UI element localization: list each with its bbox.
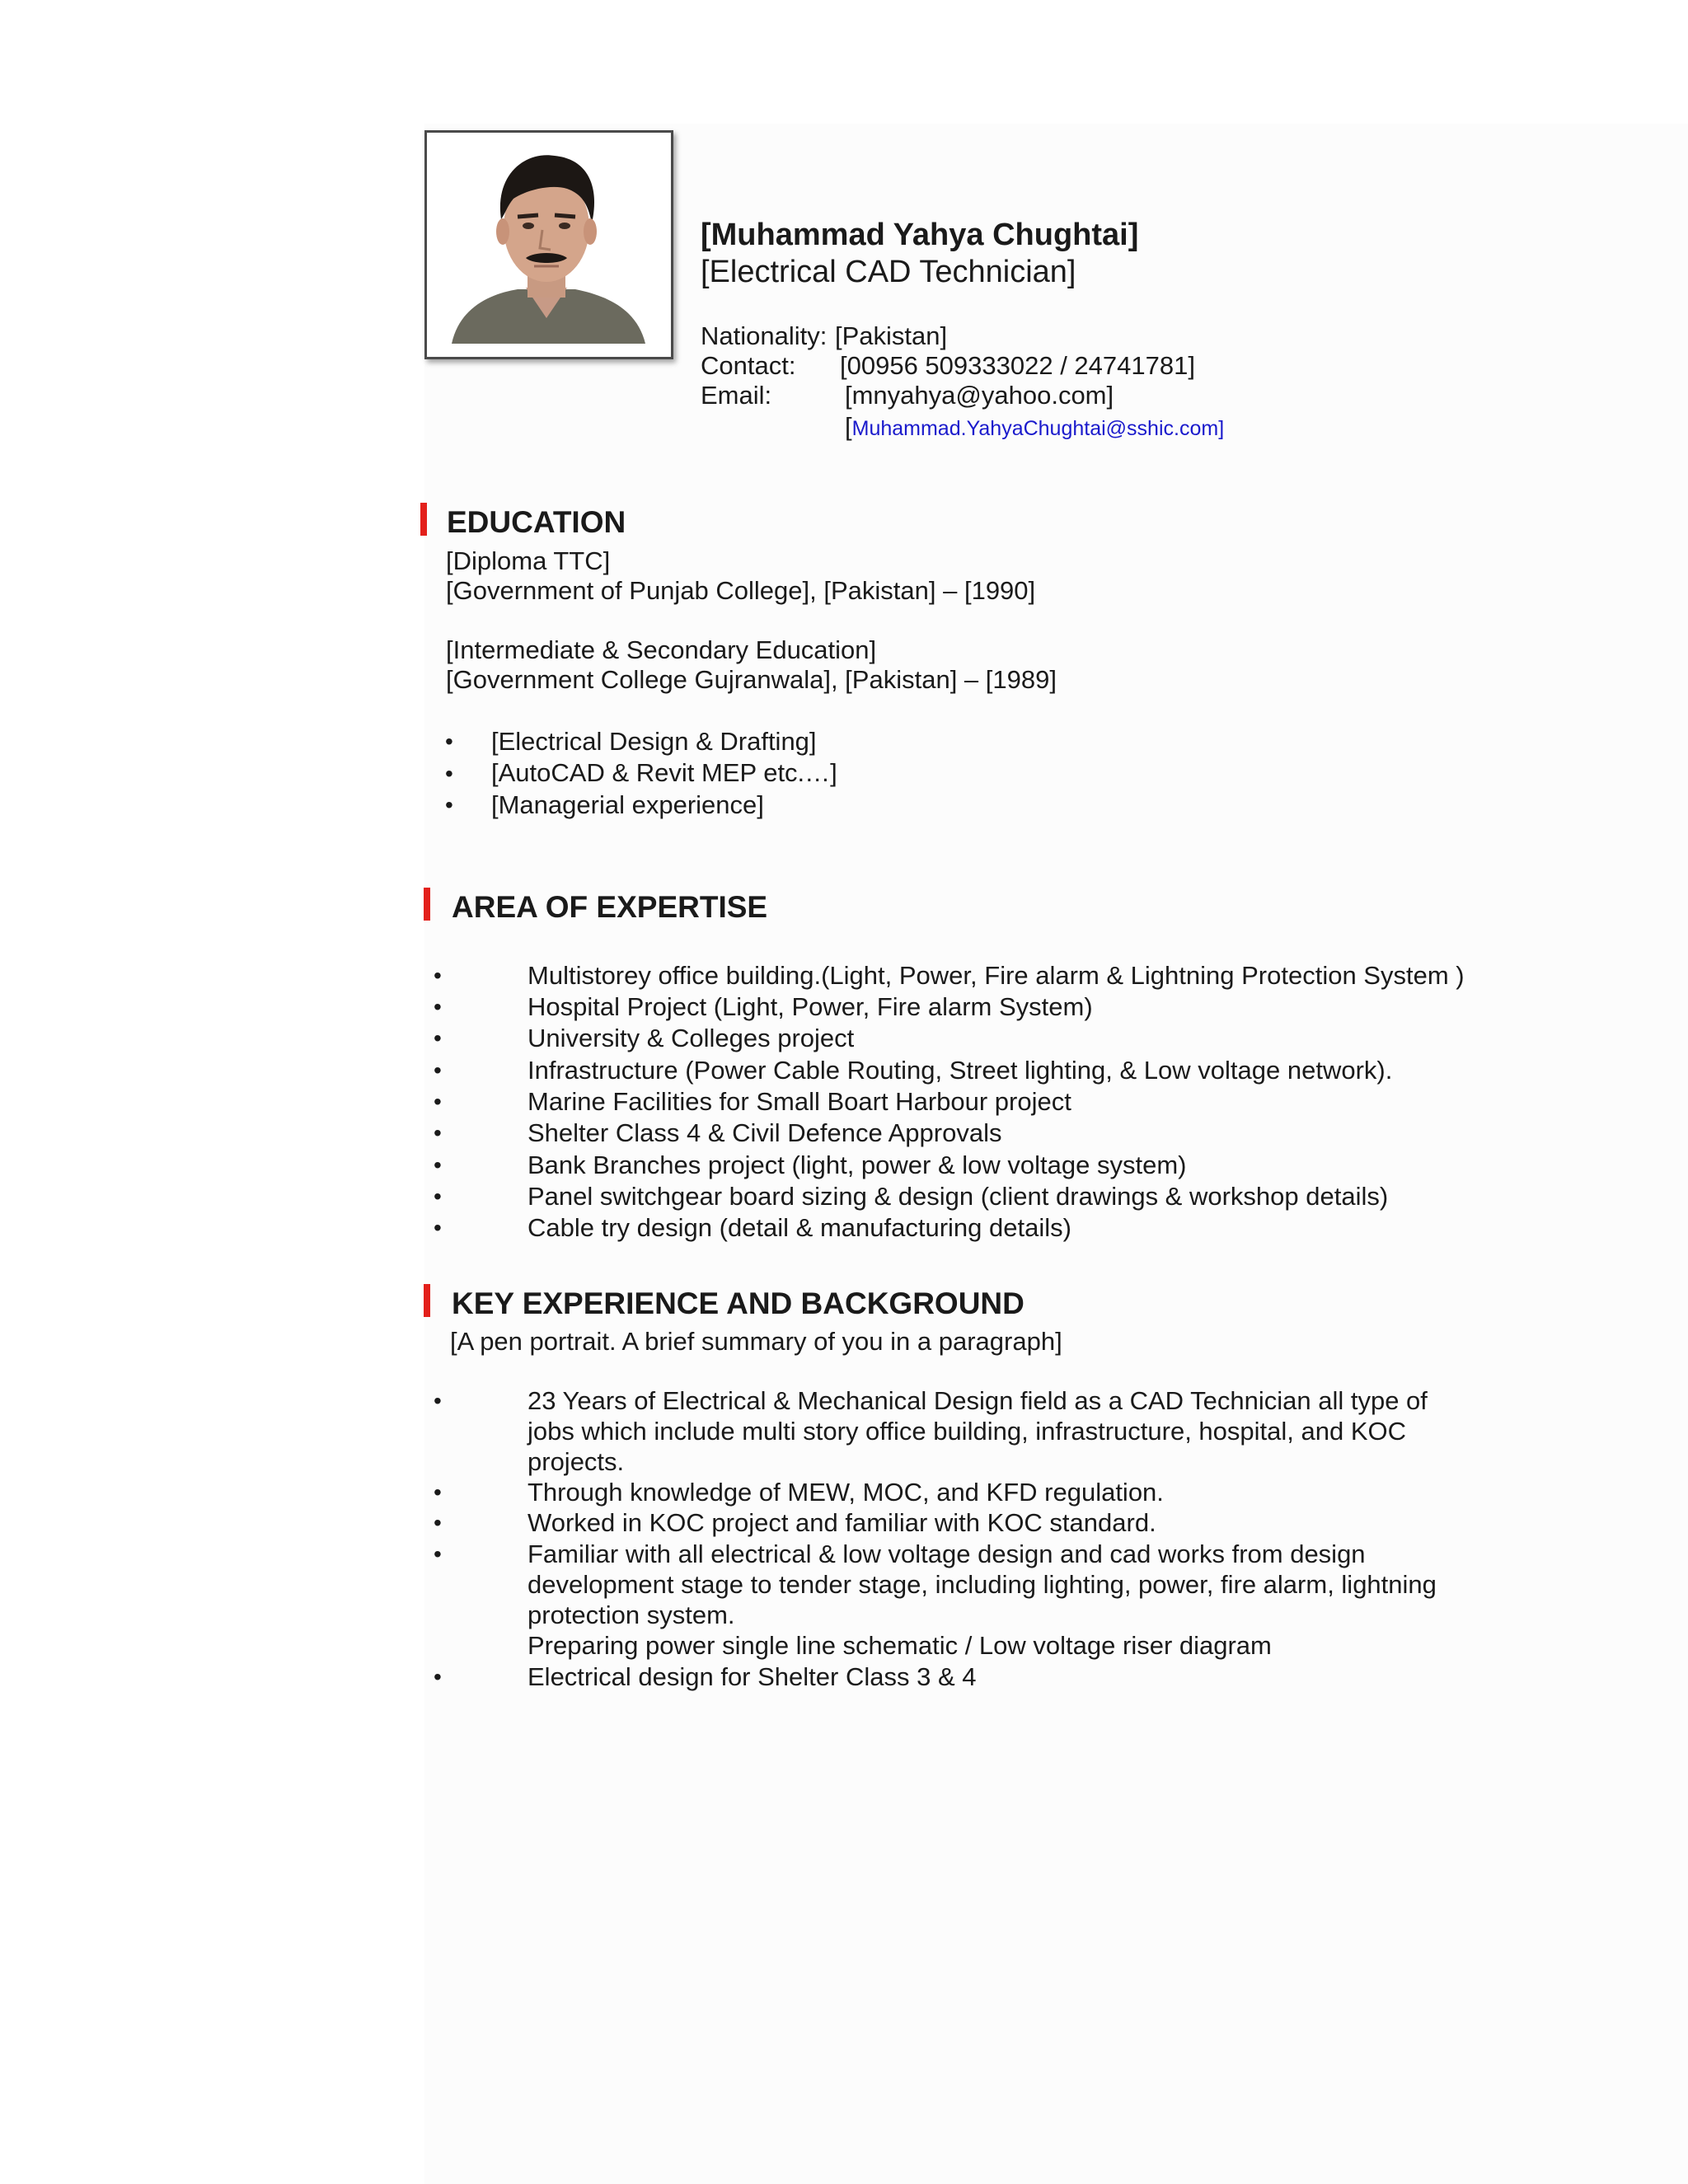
experience-item-line: development stage to tender stage, including lighting, power, fire alarm, lightning: [528, 1570, 1437, 1599]
experience-item-line: 23 Years of Electrical & Mechanical Design field as a CAD Technician all type of: [528, 1386, 1428, 1415]
bullet-marker: •: [445, 792, 453, 818]
expertise-item: Panel switchgear board sizing & design (client drawings & workshop details): [528, 1182, 1389, 1211]
experience-accent-bar: [424, 1284, 430, 1317]
bullet-marker: •: [434, 1541, 442, 1567]
expertise-item: Hospital Project (Light, Power, Fire alarm System): [528, 992, 1093, 1021]
expertise-item: Marine Facilities for Small Boart Harbour project: [528, 1087, 1071, 1116]
experience-item: Through knowledge of MEW, MOC, and KFD regulation.: [528, 1478, 1164, 1507]
experience-heading: KEY EXPERIENCE AND BACKGROUND: [452, 1286, 1025, 1320]
experience-item-line: Preparing power single line schematic / Low voltage riser diagram: [528, 1631, 1272, 1660]
bullet-marker: •: [434, 1120, 442, 1146]
bullet-marker: •: [434, 1025, 442, 1051]
contact-value: [00956 509333022 / 24741781]: [840, 351, 1195, 380]
expertise-item: Multistorey office building.(Light, Power, Fire alarm & Lightning Protection System ): [528, 961, 1465, 990]
contact-row: [701, 351, 1195, 381]
experience-item-line: projects.: [528, 1447, 625, 1476]
expertise-heading: AREA OF EXPERTISE: [452, 890, 768, 924]
bullet-marker: •: [434, 1664, 442, 1690]
header: [701, 216, 1138, 290]
email2-row: [701, 410, 1225, 441]
bullet-marker: •: [445, 761, 453, 786]
email2-wrapper: [845, 412, 1224, 443]
bullet-marker: •: [434, 963, 442, 988]
nationality-label: Nationality:: [701, 321, 828, 350]
education-institution: [Government of Punjab College], [Pakistan] – [1990]: [446, 576, 1036, 605]
education-heading: EDUCATION: [447, 505, 626, 539]
skill-item: [Electrical Design & Drafting]: [491, 727, 817, 756]
education-institution: [Government College Gujranwala], [Pakistan] – [1989]: [446, 665, 1057, 694]
nationality-row: [701, 321, 948, 351]
expertise-accent-bar: [424, 888, 430, 921]
experience-item-line: protection system.: [528, 1601, 735, 1629]
experience-summary: [A pen portrait. A brief summary of you in a paragraph]: [450, 1327, 1062, 1356]
email-row: [701, 381, 1114, 410]
expertise-item: Shelter Class 4 & Civil Defence Approvals: [528, 1118, 1002, 1147]
bullet-marker: •: [434, 994, 442, 1019]
bullet-marker: •: [434, 1152, 442, 1178]
experience-item-line: jobs which include multi story office building, infrastructure, hospital, and KOC: [528, 1417, 1407, 1446]
email-value[interactable]: [mnyahya@yahoo.com]: [845, 381, 1114, 410]
email2-close-bracket: ]: [1218, 417, 1225, 440]
bullet-marker: •: [434, 1057, 442, 1083]
experience-item: Worked in KOC project and familiar with KOC standard.: [528, 1508, 1156, 1537]
profile-portrait-image: [435, 141, 663, 349]
email2-open-bracket: [: [845, 412, 852, 441]
contact-info: [701, 321, 1225, 441]
expertise-item: Bank Branches project (light, power & low voltage system): [528, 1151, 1187, 1179]
expertise-item: Cable try design (detail & manufacturing details): [528, 1213, 1071, 1242]
contact-label: Contact:: [701, 351, 796, 380]
bullet-marker: •: [434, 1215, 442, 1240]
skill-item: [Managerial experience]: [491, 790, 764, 819]
skill-item: [AutoCAD & Revit MEP etc.…]: [491, 758, 837, 787]
education-qualification: [Intermediate & Secondary Education]: [446, 635, 877, 664]
bullet-marker: •: [434, 1510, 442, 1535]
email-label: Email:: [701, 381, 772, 410]
candidate-name: [Muhammad Yahya Chughtai]: [701, 218, 1139, 252]
bullet-marker: •: [434, 1388, 442, 1413]
bullet-marker: •: [434, 1183, 442, 1209]
bullet-marker: •: [434, 1479, 442, 1505]
experience-item: Electrical design for Shelter Class 3 & 4: [528, 1662, 977, 1691]
education-qualification: [Diploma TTC]: [446, 546, 611, 575]
expertise-item: Infrastructure (Power Cable Routing, Street lighting, & Low voltage network).: [528, 1056, 1393, 1085]
profile-photo: [424, 130, 673, 359]
experience-item-line: Familiar with all electrical & low voltage design and cad works from design: [528, 1540, 1366, 1568]
bullet-marker: •: [445, 729, 453, 754]
education-accent-bar: [420, 503, 427, 536]
expertise-item: University & Colleges project: [528, 1024, 855, 1052]
nationality-value: [Pakistan]: [835, 321, 948, 350]
bullet-marker: •: [434, 1089, 442, 1114]
candidate-title: [Electrical CAD Technician]: [701, 255, 1076, 289]
email2-link[interactable]: Muhammad.YahyaChughtai@sshic.com: [851, 417, 1219, 440]
